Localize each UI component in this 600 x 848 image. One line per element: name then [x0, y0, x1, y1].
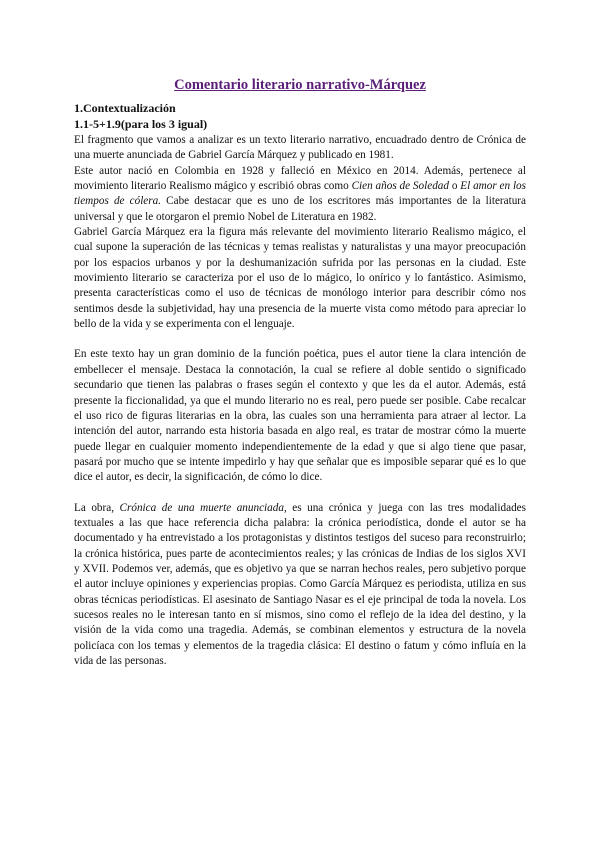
- work-title-amor-colera: El amor en los tiempos de cólera.: [74, 180, 527, 208]
- paragraph-author-text-a: Este autor nació en Colombia en 1928 y falleció en México en 2014. Además, pertenece al movimiento literario Realismo mágico y escribió obras como: [74, 164, 526, 193]
- work-title-cronica: Crónica de una muerte anunciada,: [119, 501, 287, 514]
- paragraph-author: [74, 164, 526, 225]
- paragraph-author-text-b: o: [448, 180, 461, 193]
- paragraph-movement: Gabriel García Márquez era la figura más relevante del movimiento literario Realismo mágico, el cual supone la superación de las técnicas y temas realistas y naturalistas y una mayor preocupación por los espacios urbanos y por la deshumanización sufrida por las personas en la ciudad. Este movimiento literario se caracteriza por el uso de lo mágico, lo onírico y lo fantástico. Asimismo, presenta características como el uso de técnicas de monólogo interior para describir cómo nos sentimos desde la subjetividad, hay una presencia de la muerte vista como método para apreciar lo bello de la vida y se experimenta con el lenguaje.: [74, 226, 526, 331]
- sub-heading: 1.1-5+1.9(para los 3 igual): [74, 117, 208, 131]
- paragraph-author-text-c: Cabe destacar que es uno de los escritores más importantes de la literatura universal y que le otorgaron el premio Nobel de Literatura en 1982.: [74, 195, 526, 223]
- paragraph-chronicle-text-b: es una crónica y juega con las tres modalidades textuales a las que hace referencia dicha palabra: la crónica periodística, donde el autor se ha documentado y ha entrevistado a los protagonistas y distintos testigos del suceso para reconstruirlo; la crónica histórica, pues parte de acontecimientos reales; y las crónicas de Indias de los siglos XVI y XVII. Podemos ver, además, que es objetivo ya que se narran hechos reales, pero subjetivo porque el autor incluye opiniones y experiencias propias. Como García Márquez es periodista, utiliza en sus obras técnicas periodísticas. El asesinato de Santiago Nasar es el eje principal de toda la novela. Los sucesos reales no le interesan tanto en sí mismos, sino como el reflejo de la idea del destino, y la visión de la vida como una tragedia. Además, se combinan elementos y estructura de la novela policíaca con los temas y elementos de la tragedia clásica: El destino o fatum y cómo influía en la vida de las personas.: [74, 501, 526, 667]
- paragraph-poetic-function: En este texto hay un gran dominio de la función poética, pues el autor tiene la clara intención de embellecer el mensaje. Destaca la connotación, la cual se refiere al doble sentido o significado secundario que tienen las palabras o frases según el contexto y que les da el autor. Además, está presente la ficcionalidad, ya que el mundo literario no es real, pero puede ser posible. Cabe recalcar el uso rico de figuras literarias en la obra, las cuales son una herramienta para atraer al lector. La intención del autor, narrando esta historia basada en algo real, es tratar de mostrar cómo la muerte puede llegar en cualquier momento independientemente de la edad y que si algo tiene que pasar, pasará por mucho que se intente impedirlo y hay que señalar que es imposible separar qué es lo que dice el autor, es decir, la significación, de cómo lo dice.: [74, 348, 526, 484]
- paragraph-intro: El fragmento que vamos a analizar es un texto literario narrativo, encuadrado dentro de Crónica de una muerte anunciada de Gabriel García Márquez y publicado en 1981.: [74, 134, 526, 162]
- work-title-cien-anos: Cien años de Soledad: [351, 180, 449, 193]
- paragraph-chronicle: [74, 501, 526, 670]
- section-heading: 1.Contextualización: [74, 101, 176, 115]
- page-title: Comentario literario narrativo-Márquez: [174, 77, 426, 93]
- paragraph-chronicle-text-a: La obra,: [74, 501, 120, 514]
